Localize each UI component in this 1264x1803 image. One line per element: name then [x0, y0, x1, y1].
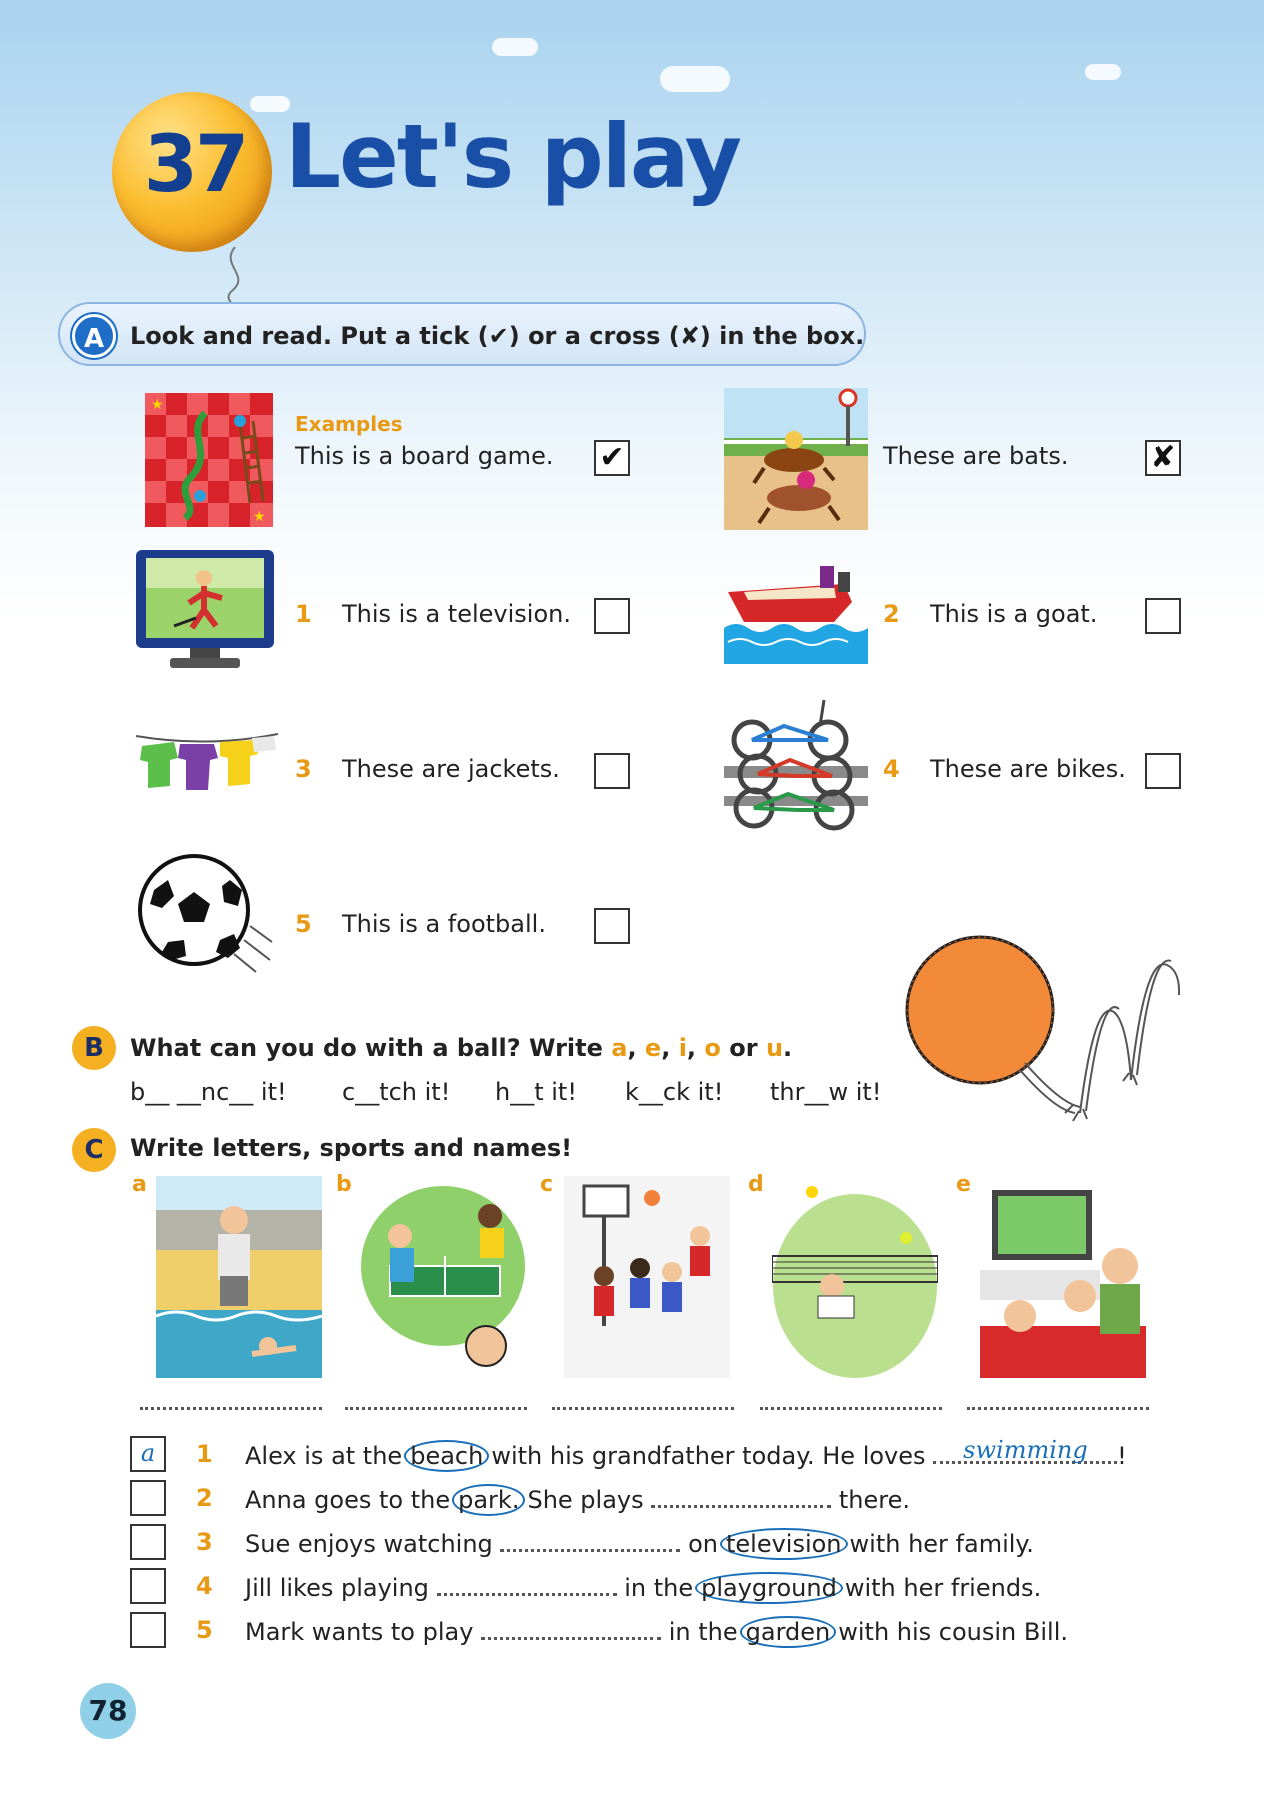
- answer-line-b[interactable]: [345, 1396, 527, 1410]
- sentence-3-letter-box[interactable]: [130, 1524, 166, 1560]
- unit-number: 37: [143, 120, 247, 210]
- item-2-text: This is a goat.: [930, 600, 1098, 628]
- part-c-instruction: Write letters, sports and names!: [130, 1134, 573, 1162]
- item-1-text: This is a television.: [342, 600, 571, 628]
- separator: ,: [627, 1034, 645, 1062]
- part-b-instruction: [130, 1034, 792, 1062]
- picture-d-tennis: [772, 1176, 938, 1378]
- example-2-checkbox[interactable]: ✘: [1145, 440, 1181, 476]
- sentence-3-answer-line[interactable]: [500, 1534, 680, 1552]
- sentence-1-number: 1: [196, 1440, 213, 1468]
- part-b-word-2[interactable]: c__tch it!: [342, 1078, 451, 1106]
- sentence-1: [245, 1436, 1127, 1472]
- sentence-4-letter-box[interactable]: [130, 1568, 166, 1604]
- cloud-decoration: [250, 96, 290, 112]
- sentence-5-answer-line[interactable]: [481, 1622, 661, 1640]
- sentence-5-number: 5: [196, 1616, 213, 1644]
- cloud-decoration: [1085, 64, 1121, 80]
- photo-letter-c: c: [540, 1172, 554, 1197]
- picture-c-basketball: [564, 1176, 730, 1378]
- sentence-2-text-end: there.: [838, 1486, 911, 1514]
- horse-race-picture: [724, 388, 868, 530]
- item-5-checkbox[interactable]: [594, 908, 630, 944]
- sentence-5-text-start: Mark wants to play: [245, 1618, 474, 1646]
- sentence-4-answer-line[interactable]: [437, 1578, 617, 1596]
- sentence-3-text-end: with her family.: [849, 1530, 1034, 1558]
- sentence-3-text-before-circle: on: [688, 1530, 718, 1558]
- photo-letter-d: d: [748, 1172, 764, 1197]
- part-c-letter: C: [72, 1128, 116, 1172]
- item-4-number: 4: [883, 755, 900, 783]
- picture-a-beach: [156, 1176, 322, 1378]
- photo-letter-e: e: [956, 1172, 971, 1197]
- sentence-1-circled-place: beach: [404, 1440, 489, 1472]
- sentence-2-answer-line[interactable]: [651, 1490, 831, 1508]
- svg-text:★: ★: [253, 509, 266, 525]
- sentence-4-text-start: Jill likes playing: [245, 1574, 429, 1602]
- answer-line-a[interactable]: [140, 1396, 322, 1410]
- sentence-1-answer-line[interactable]: [933, 1436, 1117, 1464]
- motor-boat-picture: [724, 562, 868, 664]
- part-a-instruction: Look and read. Put a tick (✔) or a cross (✘) in the box.: [130, 322, 865, 350]
- photo-letter-a: a: [132, 1172, 147, 1197]
- item-4-text: These are bikes.: [930, 755, 1126, 783]
- answer-line-c[interactable]: [552, 1396, 734, 1410]
- sentence-5-text-before-circle: in the: [668, 1618, 738, 1646]
- bikes-picture: [724, 696, 868, 834]
- separator: or: [720, 1034, 766, 1062]
- sentence-2: [245, 1484, 910, 1516]
- sentence-2-letter-box[interactable]: [130, 1480, 166, 1516]
- item-4-checkbox[interactable]: [1145, 753, 1181, 789]
- examples-label: Examples: [295, 412, 403, 436]
- page-number: 78: [80, 1683, 136, 1739]
- item-3-checkbox[interactable]: [594, 753, 630, 789]
- vowel-i: i: [678, 1034, 687, 1062]
- item-2-checkbox[interactable]: [1145, 598, 1181, 634]
- snakes-and-ladders-picture: [145, 393, 273, 527]
- answer-line-d[interactable]: [760, 1396, 942, 1410]
- sentence-2-number: 2: [196, 1484, 213, 1512]
- example-1-checkbox[interactable]: ✔: [594, 440, 630, 476]
- item-3-number: 3: [295, 755, 312, 783]
- sentence-1-handwritten-answer: swimming: [963, 1436, 1088, 1464]
- picture-e-tv: [980, 1176, 1146, 1378]
- vowel-e: e: [644, 1034, 662, 1062]
- sentence-3-text-start: Sue enjoys watching: [245, 1530, 493, 1558]
- sentence-1-text-end: !: [1117, 1442, 1127, 1470]
- sentence-5-text-end: with his cousin Bill.: [838, 1618, 1068, 1646]
- sentence-3: [245, 1528, 1034, 1560]
- part-b-instruction-start: What can you do with a ball? Write: [130, 1034, 612, 1062]
- sentence-2-circled-place: park.: [452, 1484, 525, 1516]
- part-b-word-1[interactable]: b__ __nc__ it!: [130, 1078, 287, 1106]
- item-1-number: 1: [295, 600, 312, 628]
- part-b-word-4[interactable]: k__ck it!: [625, 1078, 724, 1106]
- sentence-5: [245, 1616, 1068, 1648]
- sentence-5-letter-box[interactable]: [130, 1612, 166, 1648]
- sentence-4-text-before-circle: in the: [624, 1574, 694, 1602]
- example-2-text: These are bats.: [883, 442, 1069, 470]
- sentence-4-circled-place: playground: [695, 1572, 843, 1604]
- sentence-1-text-mid: with his grandfather today. He loves: [491, 1442, 926, 1470]
- sentence-4: [245, 1572, 1041, 1604]
- page-title: Let's play: [285, 105, 740, 208]
- item-5-number: 5: [295, 910, 312, 938]
- cloud-decoration: [660, 66, 730, 92]
- washing-line-picture: [134, 728, 280, 798]
- part-b-word-3[interactable]: h__t it!: [495, 1078, 577, 1106]
- vowel-a: a: [611, 1034, 628, 1062]
- answer-line-e[interactable]: [967, 1396, 1149, 1410]
- sentence-3-number: 3: [196, 1528, 213, 1556]
- football-picture: [134, 850, 274, 974]
- separator: ,: [661, 1034, 679, 1062]
- television-picture: [134, 548, 276, 672]
- sentence-4-number: 4: [196, 1572, 213, 1600]
- part-a-letter: A: [72, 314, 116, 358]
- separator: ,: [686, 1034, 705, 1062]
- photo-letter-b: b: [336, 1172, 352, 1197]
- part-b-letter: B: [72, 1026, 116, 1070]
- bouncing-ball-picture: [905, 935, 1185, 1130]
- part-b-word-5[interactable]: thr__w it!: [770, 1078, 882, 1106]
- item-2-number: 2: [883, 600, 900, 628]
- item-3-text: These are jackets.: [342, 755, 560, 783]
- sentence-4-text-end: with her friends.: [844, 1574, 1042, 1602]
- item-5-text: This is a football.: [342, 910, 546, 938]
- sentence-2-text-start: Anna goes to the: [245, 1486, 451, 1514]
- item-1-checkbox[interactable]: [594, 598, 630, 634]
- sentence-3-circled-place: television: [720, 1528, 848, 1560]
- sentence-2-text-mid: She plays: [527, 1486, 644, 1514]
- vowel-u: u: [765, 1034, 784, 1062]
- example-1-text: This is a board game.: [295, 442, 554, 470]
- part-b-instruction-end: .: [783, 1034, 793, 1062]
- cloud-decoration: [492, 38, 538, 56]
- sentence-5-circled-place: garden: [740, 1616, 837, 1648]
- sentence-1-letter-box[interactable]: a: [130, 1436, 166, 1472]
- svg-text:★: ★: [151, 397, 164, 413]
- picture-b-table-tennis: [360, 1176, 526, 1378]
- sentence-1-text-start: Alex is at the: [245, 1442, 403, 1470]
- vowel-o: o: [704, 1034, 721, 1062]
